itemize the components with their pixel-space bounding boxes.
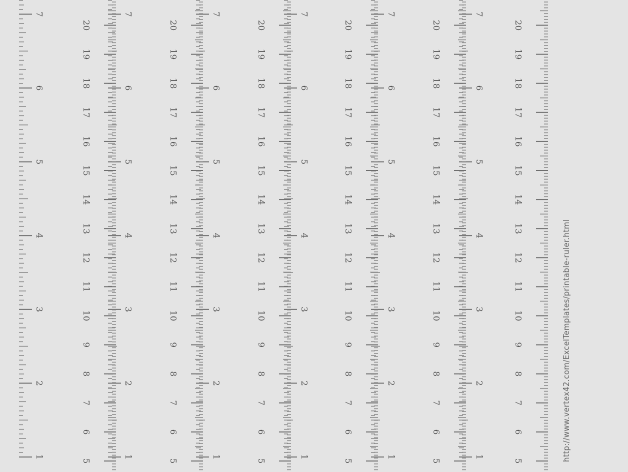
cm-label: 15 — [167, 165, 178, 176]
inch-label: 4 — [122, 232, 133, 239]
cm-label: 9 — [80, 342, 91, 348]
cm-label: 8 — [167, 371, 178, 377]
cm-label: 17 — [430, 106, 441, 118]
cm-label: 7 — [512, 400, 523, 406]
cm-label: 14 — [255, 194, 266, 205]
inch-label: 6 — [33, 85, 44, 91]
inch-label: 1 — [385, 454, 396, 460]
cm-label: 12 — [255, 252, 266, 264]
cm-label: 12 — [430, 252, 441, 264]
cm-label: 14 — [512, 194, 523, 205]
cm-label: 14 — [80, 194, 91, 205]
inch-label: 5 — [122, 159, 133, 165]
cm-label: 10 — [342, 310, 353, 322]
cm-label: 13 — [167, 223, 178, 235]
inch-label: 4 — [33, 232, 44, 239]
cm-label: 8 — [430, 371, 441, 377]
cm-label: 9 — [167, 342, 178, 348]
cm-label: 11 — [342, 281, 353, 293]
inch-label: 7 — [473, 11, 484, 17]
cm-label: 9 — [430, 342, 441, 348]
cm-label: 11 — [512, 281, 523, 293]
cm-label: 13 — [342, 223, 353, 235]
inch-label: 6 — [385, 85, 396, 91]
cm-label: 12 — [80, 252, 91, 264]
cm-label: 16 — [167, 136, 178, 147]
cm-label: 8 — [255, 371, 266, 377]
cm-label: 10 — [167, 310, 178, 322]
cm-label: 11 — [167, 281, 178, 293]
inch-label: 7 — [298, 11, 309, 17]
cm-label: 7 — [167, 400, 178, 406]
inch-label: 5 — [33, 159, 44, 165]
cm-label: 20 — [512, 19, 523, 31]
inch-label: 7 — [122, 11, 133, 17]
cm-label: 13 — [80, 223, 91, 235]
inch-label: 7 — [33, 11, 44, 17]
cm-label: 5 — [512, 458, 523, 464]
inch-label: 3 — [33, 306, 44, 313]
inch-label: 6 — [210, 85, 221, 91]
cm-label: 7 — [342, 400, 353, 406]
cm-label: 16 — [255, 136, 266, 147]
cm-label: 15 — [430, 165, 441, 176]
inch-label: 5 — [298, 159, 309, 165]
inch-label: 1 — [298, 454, 309, 460]
cm-label: 10 — [512, 310, 523, 322]
cm-label: 5 — [430, 458, 441, 464]
cm-label: 11 — [430, 281, 441, 293]
cm-label: 15 — [80, 165, 91, 176]
credit-url: http://www.vertex42.com/ExcelTemplates/printable-ruler.html — [562, 219, 571, 462]
cm-label: 6 — [342, 429, 353, 435]
cm-label: 7 — [255, 400, 266, 406]
inch-label: 7 — [210, 11, 221, 17]
cm-label: 16 — [512, 136, 523, 147]
inch-label: 1 — [473, 454, 484, 460]
cm-label: 20 — [80, 19, 91, 31]
cm-label: 6 — [430, 429, 441, 435]
inch-label: 6 — [122, 85, 133, 91]
cm-label: 6 — [80, 429, 91, 435]
cm-label: 6 — [167, 429, 178, 435]
cm-label: 10 — [255, 310, 266, 322]
cm-label: 17 — [255, 106, 266, 118]
cm-label: 17 — [512, 106, 523, 118]
cm-label: 20 — [342, 19, 353, 31]
inch-label: 5 — [473, 159, 484, 165]
inch-label: 1 — [122, 454, 133, 460]
cm-label: 13 — [512, 223, 523, 235]
cm-label: 12 — [167, 252, 178, 264]
cm-label: 18 — [167, 77, 178, 89]
cm-label: 12 — [512, 252, 523, 264]
cm-label: 19 — [430, 48, 441, 60]
inch-label: 3 — [385, 306, 396, 313]
cm-label: 19 — [167, 48, 178, 60]
cm-label: 14 — [430, 194, 441, 205]
inch-label: 2 — [473, 380, 484, 386]
cm-label: 17 — [342, 106, 353, 118]
cm-label: 6 — [255, 429, 266, 435]
cm-label: 18 — [255, 77, 266, 89]
cm-label: 8 — [80, 371, 91, 377]
inch-label: 6 — [298, 85, 309, 91]
cm-label: 5 — [255, 458, 266, 464]
cm-label: 18 — [430, 77, 441, 89]
inch-label: 3 — [210, 306, 221, 313]
cm-label: 16 — [342, 136, 353, 147]
cm-label: 5 — [167, 458, 178, 464]
cm-label: 19 — [512, 48, 523, 60]
cm-label: 5 — [80, 458, 91, 464]
cm-label: 20 — [430, 19, 441, 31]
cm-label: 17 — [167, 106, 178, 118]
inch-label: 4 — [385, 232, 396, 239]
cm-label: 16 — [430, 136, 441, 147]
inch-label: 3 — [298, 306, 309, 313]
cm-label: 13 — [430, 223, 441, 235]
cm-label: 8 — [512, 371, 523, 377]
cm-label: 19 — [255, 48, 266, 60]
inch-label: 3 — [473, 306, 484, 313]
cm-label: 20 — [255, 19, 266, 31]
cm-label: 7 — [430, 400, 441, 406]
inch-label: 2 — [122, 380, 133, 386]
cm-label: 15 — [512, 165, 523, 176]
inch-label: 6 — [473, 85, 484, 91]
cm-label: 20 — [167, 19, 178, 31]
cm-label: 19 — [80, 48, 91, 60]
inch-label: 2 — [385, 380, 396, 386]
cm-label: 19 — [342, 48, 353, 60]
cm-label: 9 — [512, 342, 523, 348]
cm-label: 16 — [80, 136, 91, 147]
cm-label: 14 — [167, 194, 178, 205]
cm-label: 12 — [342, 252, 353, 264]
cm-label: 13 — [255, 223, 266, 235]
cm-label: 15 — [342, 165, 353, 176]
cm-label: 18 — [342, 77, 353, 89]
inch-label: 4 — [298, 232, 309, 239]
inch-label: 3 — [122, 306, 133, 313]
cm-label: 10 — [430, 310, 441, 322]
cm-label: 15 — [255, 165, 266, 176]
cm-label: 11 — [255, 281, 266, 293]
cm-label: 9 — [342, 342, 353, 348]
inch-label: 1 — [33, 454, 44, 460]
cm-label: 9 — [255, 342, 266, 348]
inch-label: 2 — [210, 380, 221, 386]
cm-label: 7 — [80, 400, 91, 406]
inch-label: 4 — [210, 232, 221, 239]
cm-label: 18 — [512, 77, 523, 89]
inch-label: 7 — [385, 11, 396, 17]
cm-label: 8 — [342, 371, 353, 377]
inch-label: 4 — [473, 232, 484, 239]
cm-label: 10 — [80, 310, 91, 322]
cm-label: 18 — [80, 77, 91, 89]
cm-label: 11 — [80, 281, 91, 293]
inch-label: 1 — [210, 454, 221, 460]
inch-label: 2 — [298, 380, 309, 386]
cm-label: 14 — [342, 194, 353, 205]
cm-label: 17 — [80, 106, 91, 118]
cm-label: 6 — [512, 429, 523, 435]
inch-label: 2 — [33, 380, 44, 386]
inch-label: 5 — [210, 159, 221, 165]
inch-label: 5 — [385, 159, 396, 165]
cm-label: 5 — [342, 458, 353, 464]
